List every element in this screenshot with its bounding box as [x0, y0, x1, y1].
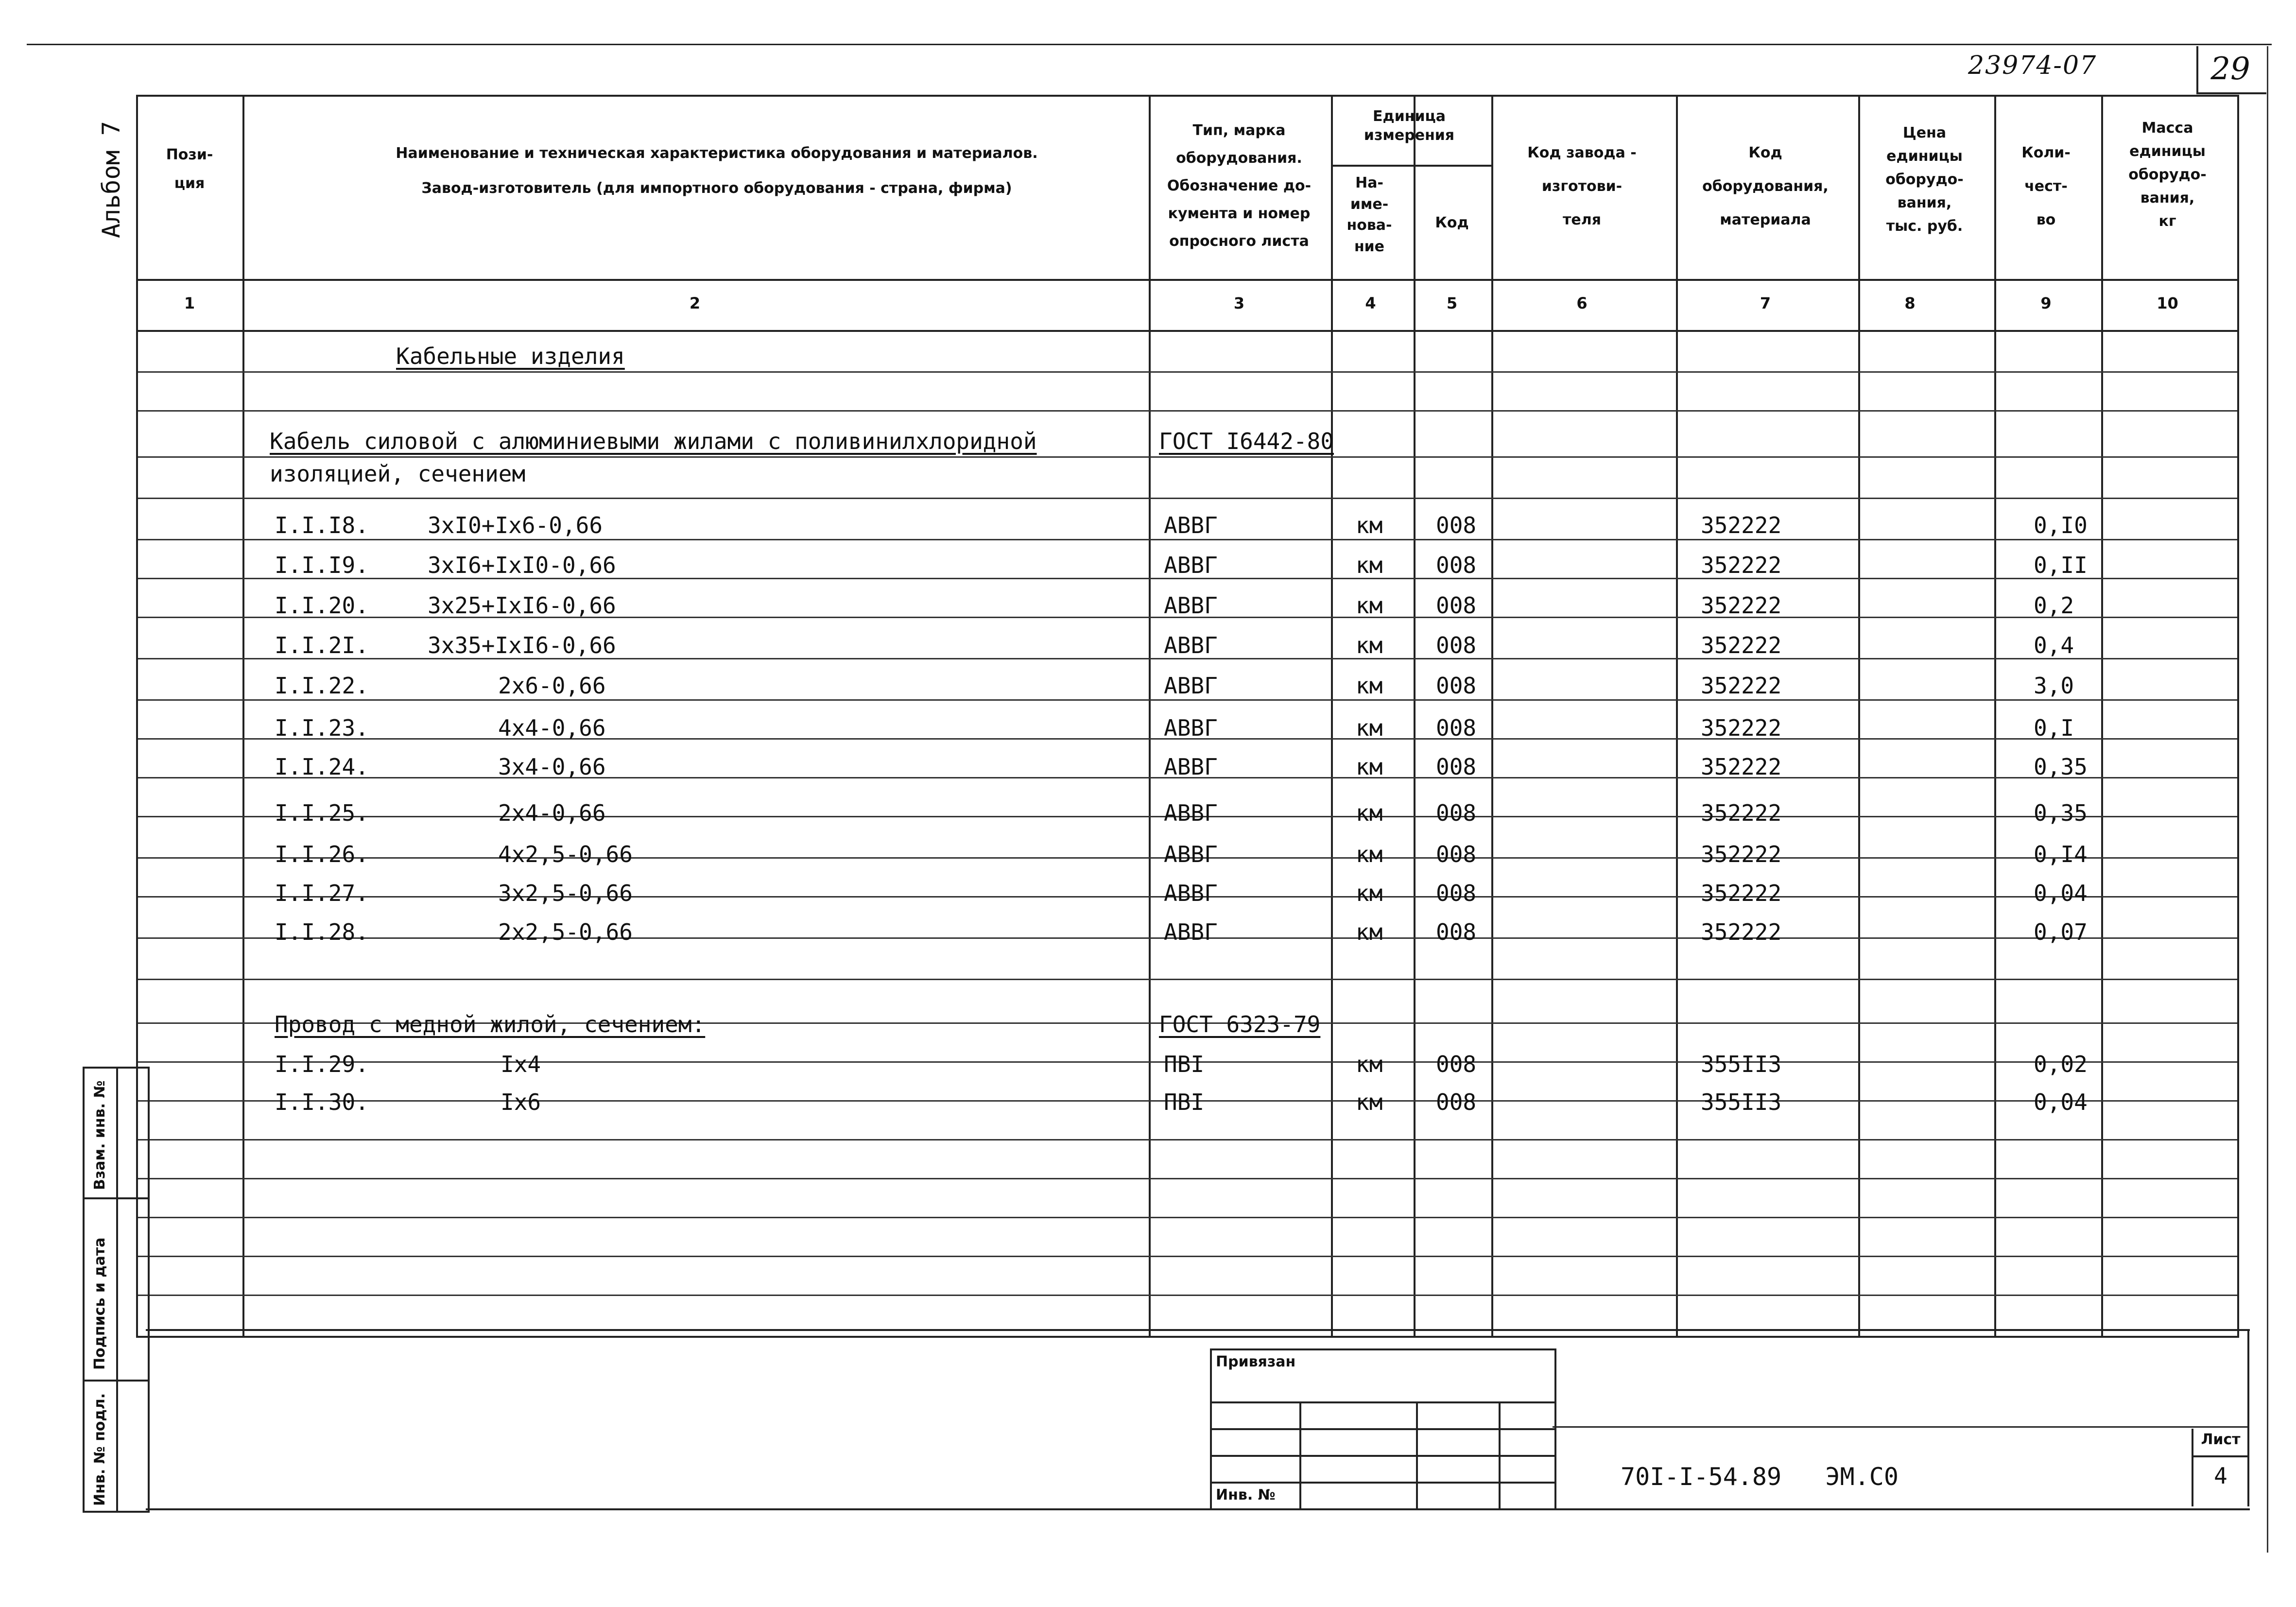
cell-type: АВВГ	[1164, 512, 1218, 538]
inv-number-label: Инв. №	[1216, 1486, 1276, 1503]
row-line	[138, 498, 2237, 499]
row-line	[138, 979, 2237, 980]
strip-field-replaced-inv: Взам. инв. №	[91, 1080, 108, 1190]
cell-position: I.I.20.	[275, 592, 369, 619]
cell-position: I.I.2I.	[275, 632, 369, 658]
cell-cable-spec: Ix4	[501, 1051, 541, 1077]
col-header-name: Наименование и техническая характеристика оборудования и материалов. Завод-изготовитель (для импортного оборудования - страна, фирма)	[396, 145, 1038, 197]
row-line	[138, 1139, 2237, 1140]
row-line	[138, 1178, 2237, 1179]
cell-quantity: 0,35	[2034, 800, 2088, 826]
sheet-frame-right	[2267, 46, 2268, 1553]
cell-unit: км	[1356, 880, 1383, 906]
group1-title-line1: Кабель силовой с алюминиевыми жилами с поливинилхлоридной	[270, 428, 1037, 454]
stamp-line	[1212, 1428, 1554, 1430]
album-label: Альбом 7	[97, 121, 125, 238]
cell-type: АВВГ	[1164, 800, 1218, 826]
sheet-number: 29	[2210, 51, 2250, 87]
cell-material-code: 352222	[1701, 880, 1782, 906]
approval-strip	[83, 1067, 150, 1513]
row-line	[138, 1217, 2237, 1218]
cell-material-code: 352222	[1701, 841, 1782, 867]
cell-material-code: 352222	[1701, 632, 1782, 658]
cell-material-code: 355II3	[1701, 1089, 1782, 1115]
cell-unit: км	[1356, 592, 1383, 619]
cell-unit-code: 008	[1436, 632, 1477, 658]
cell-unit-code: 008	[1436, 673, 1477, 699]
list-divider	[2192, 1455, 2247, 1457]
colnum-bottom-line	[138, 330, 2237, 332]
strip-divider	[116, 1069, 118, 1511]
cell-unit: км	[1356, 800, 1383, 826]
cell-quantity: 0,II	[2034, 552, 2088, 578]
cell-unit: км	[1356, 1051, 1383, 1077]
privyazan-label: Привязан	[1216, 1353, 1296, 1370]
row-line	[138, 1295, 2237, 1296]
cell-type: ПВI	[1164, 1051, 1205, 1077]
cell-position: I.I.25.	[275, 800, 369, 826]
cell-unit-code: 008	[1436, 552, 1477, 578]
document-number: 23974-07	[1968, 51, 2097, 80]
cell-type: АВВГ	[1164, 673, 1218, 699]
cell-cable-spec: Ix6	[501, 1089, 541, 1115]
col-num-5: 5	[1446, 294, 1458, 312]
col-divider	[1414, 97, 1416, 1336]
group1-title-line2: изоляцией, сечением	[270, 461, 526, 487]
strip-field-signature-date: Подпись и дата	[91, 1237, 108, 1370]
col-header-mass: Масса единицы оборудо- вания, кг	[2128, 120, 2207, 230]
cell-unit-code: 008	[1436, 880, 1477, 906]
cell-type: АВВГ	[1164, 552, 1218, 578]
cell-position: I.I.26.	[275, 841, 369, 867]
col-num-4: 4	[1365, 294, 1376, 312]
cell-quantity: 0,4	[2034, 632, 2074, 658]
cell-material-code: 352222	[1701, 715, 1782, 741]
cell-unit: км	[1356, 1089, 1383, 1115]
cell-quantity: 0,I0	[2034, 512, 2088, 538]
cell-unit: км	[1356, 754, 1383, 780]
strip-field-original-inv: Инв. № подл.	[91, 1393, 108, 1506]
cell-unit: км	[1356, 841, 1383, 867]
cell-type: АВВГ	[1164, 919, 1218, 945]
col-divider	[1858, 97, 1860, 1336]
section-title: Кабельные изделия	[396, 343, 625, 369]
cell-type: АВВГ	[1164, 715, 1218, 741]
unit-group-line	[1331, 165, 1491, 167]
cell-unit: км	[1356, 919, 1383, 945]
col-header-quantity: Коли- чест- во	[2021, 144, 2071, 228]
cell-quantity: 0,I	[2034, 715, 2074, 741]
row-line	[138, 371, 2237, 373]
cell-unit-code: 008	[1436, 1089, 1477, 1115]
cell-quantity: 0,04	[2034, 880, 2088, 906]
col-header-unit-code: Код	[1435, 214, 1469, 231]
col-header-type: Тип, марка оборудования. Обозначение до- кумента и номер опросного листа	[1167, 122, 1312, 250]
cell-position: I.I.24.	[275, 754, 369, 780]
row-line	[138, 456, 2237, 458]
stamp-line	[1212, 1455, 1554, 1457]
col-divider	[1331, 97, 1333, 1336]
cell-quantity: 0,04	[2034, 1089, 2088, 1115]
cell-unit-code: 008	[1436, 841, 1477, 867]
col-num-2: 2	[689, 294, 701, 312]
group2-doc: ГОСТ 6323-79	[1159, 1011, 1321, 1037]
row-line	[138, 699, 2237, 701]
cell-unit: км	[1356, 632, 1383, 658]
cell-cable-spec: 3x2,5-0,66	[498, 880, 633, 906]
cell-position: I.I.I9.	[275, 552, 369, 578]
cell-cable-spec: 4x2,5-0,66	[498, 841, 633, 867]
stamp-vline	[1299, 1401, 1301, 1508]
col-num-7: 7	[1760, 294, 1771, 312]
cell-cable-spec: 2x4-0,66	[498, 800, 606, 826]
row-line	[138, 1256, 2237, 1257]
cell-position: I.I.28.	[275, 919, 369, 945]
list-number: 4	[2214, 1463, 2227, 1489]
cell-quantity: 0,35	[2034, 754, 2088, 780]
col-num-6: 6	[1576, 294, 1588, 312]
cell-quantity: 0,2	[2034, 592, 2074, 619]
cell-type: АВВГ	[1164, 754, 1218, 780]
privyazan-block	[1210, 1348, 1556, 1510]
stamp-vline	[1499, 1401, 1501, 1508]
col-header-unit-name: На- име- нова- ние	[1347, 174, 1392, 255]
cell-unit-code: 008	[1436, 800, 1477, 826]
cell-unit-code: 008	[1436, 592, 1477, 619]
cell-unit: км	[1356, 673, 1383, 699]
cell-type: АВВГ	[1164, 841, 1218, 867]
col-num-8: 8	[1904, 294, 1916, 312]
cell-position: I.I.29.	[275, 1051, 369, 1077]
col-divider	[1994, 97, 1996, 1336]
cell-cable-spec: 2x2,5-0,66	[498, 919, 633, 945]
cell-quantity: 0,02	[2034, 1051, 2088, 1077]
col-header-unit-group: Единица измерения	[1364, 108, 1455, 144]
cell-position: I.I.30.	[275, 1089, 369, 1115]
col-header-position: Пози- ция	[166, 146, 213, 192]
cell-material-code: 355II3	[1701, 1051, 1782, 1077]
cell-quantity: 3,0	[2034, 673, 2074, 699]
cell-unit-code: 008	[1436, 1051, 1477, 1077]
cell-material-code: 352222	[1701, 754, 1782, 780]
strip-separator	[85, 1197, 148, 1199]
row-line	[138, 539, 2237, 540]
cell-unit: км	[1356, 552, 1383, 578]
stamp-line	[1212, 1482, 1554, 1484]
cell-type: АВВГ	[1164, 880, 1218, 906]
cell-type: АВВГ	[1164, 632, 1218, 658]
strip-separator	[85, 1380, 148, 1382]
cell-material-code: 352222	[1701, 512, 1782, 538]
stamp-vline	[1416, 1401, 1418, 1508]
list-label: Лист	[2201, 1431, 2241, 1448]
title-block	[146, 1329, 2250, 1510]
col-num-3: 3	[1233, 294, 1245, 312]
row-line	[138, 410, 2237, 412]
cell-unit-code: 008	[1436, 512, 1477, 538]
col-num-10: 10	[2157, 294, 2178, 312]
cell-type: ПВI	[1164, 1089, 1205, 1115]
cell-unit: км	[1356, 715, 1383, 741]
col-divider	[1676, 97, 1678, 1336]
cell-position: I.I.22.	[275, 673, 369, 699]
col-divider	[2101, 97, 2103, 1336]
cell-position: I.I.I8.	[275, 512, 369, 538]
header-bottom-line	[138, 279, 2237, 281]
cell-cable-spec: 3xI6+IxI0-0,66	[428, 552, 616, 578]
cell-quantity: 0,07	[2034, 919, 2088, 945]
cell-position: I.I.27.	[275, 880, 369, 906]
cell-type: АВВГ	[1164, 592, 1218, 619]
group1-doc: ГОСТ I6442-80	[1159, 428, 1334, 454]
cell-cable-spec: 3x35+IxI6-0,66	[428, 632, 616, 658]
cell-unit: км	[1356, 512, 1383, 538]
cell-material-code: 352222	[1701, 592, 1782, 619]
cell-cable-spec: 3xI0+Ix6-0,66	[428, 512, 603, 538]
group2-title: Провод с медной жилой, сечением:	[275, 1011, 706, 1037]
cell-position: I.I.23.	[275, 715, 369, 741]
cell-material-code: 352222	[1701, 552, 1782, 578]
col-num-9: 9	[2040, 294, 2052, 312]
cell-unit-code: 008	[1436, 919, 1477, 945]
col-divider	[242, 97, 244, 1336]
col-header-material-code: Код оборудования, материала	[1702, 144, 1829, 228]
cell-material-code: 352222	[1701, 800, 1782, 826]
cell-material-code: 352222	[1701, 673, 1782, 699]
col-header-price: Цена единицы оборудо- вания, тыс. руб.	[1885, 124, 1964, 235]
cell-material-code: 352222	[1701, 919, 1782, 945]
document-code: 70I-I-54.89 ЭМ.С0	[1621, 1463, 1899, 1491]
cell-unit-code: 008	[1436, 715, 1477, 741]
cell-cable-spec: 2x6-0,66	[498, 673, 606, 699]
cell-cable-spec: 3x25+IxI6-0,66	[428, 592, 616, 619]
col-header-factory-code: Код завода - изготови- теля	[1527, 144, 1637, 228]
stamp-line	[1212, 1401, 1554, 1403]
col-divider	[1491, 97, 1493, 1336]
cell-cable-spec: 3x4-0,66	[498, 754, 606, 780]
stamp-divider	[1553, 1426, 2247, 1428]
cell-cable-spec: 4x4-0,66	[498, 715, 606, 741]
col-divider	[1149, 97, 1151, 1336]
cell-unit-code: 008	[1436, 754, 1477, 780]
col-num-1: 1	[184, 294, 195, 312]
cell-quantity: 0,I4	[2034, 841, 2088, 867]
